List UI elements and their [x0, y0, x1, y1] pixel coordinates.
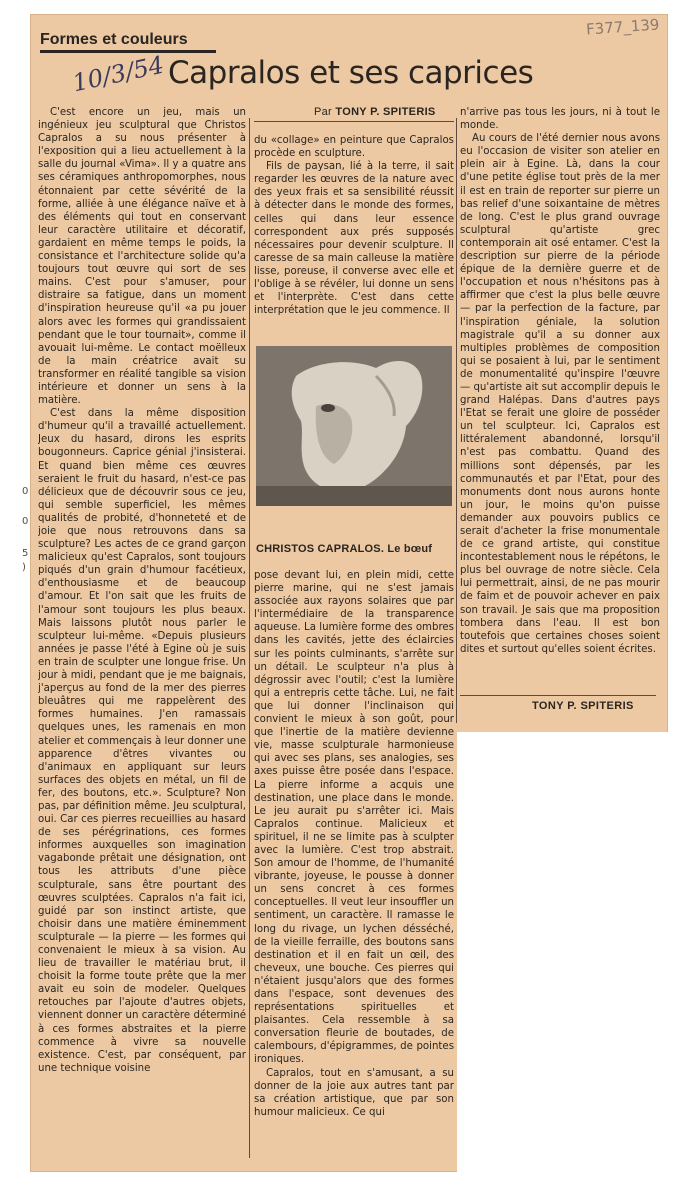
- margin-mark: 0: [22, 516, 29, 527]
- article-column-1: [38, 106, 246, 1162]
- paragraph: C'est encore un jeu, mais un ingénieux jeu sculptural que Christos Capralos a su nous présenter à l'exposition qui a lieu actuellement à la salle du journal «Vima». Il y a quatre ans ses céramiques anthropomorphes, nous étonnaient par cette sévérité de la forme, alliée à une élégance naïve et à des éléments qui tout en conservant leur caractère utilitaire et décoratif, gardaient en même temps le poids, la consistance et l'architecture solide qu'a toujours tout œuvre qui sort de ses mains. C'est pour s'amuser, pour distraire sa fatigue, dans un moment d'inspiration heureuse qu'il «a pu jouer alors avec les formes qui grandissaient pendant que le tour tournait», comme il avouait lui-même. Le contact moëlleux de la main créatrice avait su transformer en réalité tangible sa vision intérieure et donner un sens à la matière.: [38, 107, 246, 407]
- paragraph: du «collage» en peinture que Capralos procède en sculpture.: [254, 135, 454, 160]
- byline-prefix: Par: [314, 106, 333, 118]
- handwritten-date: 10/3/54: [70, 50, 167, 98]
- sculpture-photo: [256, 346, 452, 506]
- margin-mark: 5: [22, 548, 29, 559]
- byline: [314, 106, 436, 118]
- column-divider: [249, 118, 250, 1158]
- article-title: Capralos et ses caprices: [168, 55, 534, 91]
- article-column-3: [460, 106, 660, 696]
- signature-rule: [460, 695, 656, 696]
- archive-reference: F377_139: [585, 15, 660, 39]
- paragraph: Capralos, tout en s'amusant, a su donner de la joie aux autres tant par sa création artistique, que par son humour malicieux. Ce qui: [254, 1067, 454, 1118]
- byline-rule: [254, 121, 454, 122]
- paragraph: Fils de paysan, lié à la terre, il sait regarder les œuvres de la nature avec des yeux frais et sa sensibilité réussit à détecter dans le monde des formes, celles qui dans leur essence correspondent aux prés supposés nécessaires pour devenir sculpture. Il caresse de sa main calleuse la matière lisse, poreuse, il converse avec elle et l'oblige à se révéler, lui donne un sens et l'interprète. C'est dans cette interprétation que le jeu commence. Il: [254, 161, 454, 317]
- author-signature: TONY P. SPITERIS: [532, 700, 634, 712]
- byline-author: TONY P. SPITERIS: [335, 106, 436, 118]
- paragraph: pose devant lui, en plein midi, cette pierre marine, qui ne s'est jamais associée aux rayons solaires que par l'intermédiaire de la transparence aqueuse. La lumière forme des ombres dans les cavités, jette des éclaircies sur les points culminants, s'arrête sur un détail. Le sculpteur n'a plus à dégrossir avec l'outil; c'est la lumière qui a entrepris cette tâche. Lui, ne fait que lui donner l'inclinaison qui convient le mieux à son goût, pour que l'inertie de la matière devienne vie, masse sculpturale harmonieuse qui avec ses plans, ses analogies, ses axes puisse être posée dans l'espace. La pierre informe a acquis une destination, une place dans le monde. Le jeu aurait pu s'arrêter ici. Mais Capralos continue. Malicieux et spirituel, il ne se limite pas à sculpter avec la lumière. C'est trop abstrait. Son amour de l'homme, de l'humanité vibrante, joyeuse, le pousse à donner un sens concret à ces formes conceptuelles. Il veut leur insouffler un sentiment, un caractère. Il ramasse le long du rivage, un lychen désséché, de la vieille ferraille, des boutons sans destination et il en fait un œil, des cheveux, une bouche. Ces pierres qui n'étaient jusqu'alors que des formes dans l'espace, sont devenues des représentations spirituelles et plaisantes. Cela ressemble à sa conversation fleurie de boutades, de calembours, d'épigrammes, de pointes ironiques.: [254, 570, 454, 1066]
- clipping-cut-corner: [457, 732, 690, 1202]
- section-rubric: Formes et couleurs: [40, 30, 216, 53]
- paragraph: n'arrive pas tous les jours, ni à tout le monde.: [460, 107, 660, 132]
- margin-mark: ): [22, 562, 26, 573]
- article-column-2-top: [254, 134, 454, 332]
- photo-caption: CHRISTOS CAPRALOS. Le bœuf: [256, 543, 433, 555]
- column-divider: [456, 118, 457, 723]
- paragraph: Au cours de l'été dernier nous avons eu l'occasion de visiter son atelier en plein air à Egine. Là, dans la cour d'une petite église tout près de la mer il est en train de reporter sur pierre un bas relief d'une soixantaine de mètres de long. C'est le plus grand ouvrage sculptural qu'artiste grec contemporain ait osé entamer. C'est la description sur pierre de la période épique de la dernière guerre et de l'occupation et nous n'hésitons pas à affirmer que c'est la plus belle œuvre — par la perfection de la facture, par l'inspiration géniale, la solution magistrale qu'il a su donner aux multiples problèmes de composition qui se posaient à lui, par le sentiment de monumentalité qu'inspire l'œuvre — qu'artiste ait sut accomplir depuis le grand Halépas. Dans d'autres pays l'Etat se ferait une gloire de posséder un tel sculpteur. Ici, Capralos est littéralement abandonné, lorsqu'il n'est pas combattu. Quand des millions sont dépensés, par les communautés et par l'Etat, pour des monuments dont nous aurons honte un jour, le moins qu'on puisse demander aux pouvoirs publics ce serait d'acheter la frise monumentale de ce grand artiste, qui constitue incontestablement nous le répétons, le plus bel ouvrage de notre siècle. Cela lui permettrait, ainsi, de ne pas mourir de faim et de pouvoir achever en paix son travail. Je sais que ma proposition tombera dans l'eau. Il est bon toutefois que certaines choses soient dites et surtout qu'elles soient écrites.: [460, 133, 660, 655]
- paragraph: C'est dans la même disposition d'humeur qu'il a travaillé actuellement. Jeux du hasard, dirons les esprits bougonneurs. Caprice génial j'insisterai. Et quand bien même ces œuvres seraient le fruit du hasard, n'est-ce pas délicieux que de découvrir sous ce jeu, qui semble superficiel, les mêmes qualités de probité, d'honneteté et de joie que nous retrouvons dans sa sculpture? Les actes de ce grand garçon malicieux qu'est Capralos, sont toujours piqués d'un grain d'humour facétieux, d'enthousiasme et de beaucoup d'amour. Et l'on sait que les fruits de l'amour sont toujours les plus beaux. Mais laissons plutôt nous parler le sculpteur lui-même. «Depuis plusieurs années je passe l'été à Egine où je suis en train de sculpter une longue frise. Un jour à midi, pendant que je me baignais, j'aperçus au fond de la mer des pierres bleuâtres qui me rappelèrent des formes humaines. J'en ramassais quelques unes, les ramenais en mon atelier et commençais à leur donner une apparence d'êtres vivantes ou d'animaux en appliquant sur leurs surfaces des objets en métal, un fil de fer, des boutons, etc.». Sculpture? Non pas, par définition même. Jeu sculptural, oui. Car ces pierres recueillies au hasard de ses pérégrinations, ces formes informes auxquelles son imagination vagabonde prêtait une désignation, ont tous les attributs d'une pièce sculpturale, sans être pourtant des œuvres sculptées. Capralos n'a fait ici, guidé par son instinct artiste, que choisir dans une matière éminemment sculpturale — la pierre — les formes qui convenaient le mieux à sa vision. Au lieu de travailler le matériau brut, il choisit la forme toute prête que la mer avait eu soin de modeler. Quelques retouches par l'ajoute d'autres objets, viennent donner un caractère déterminé à ces formes abstraites et la pierre commence à vivre sa nouvelle existence. C'est, par conséquent, par une technique voisine: [38, 408, 246, 1074]
- article-column-2-bottom: [254, 569, 454, 1159]
- sculpture-icon: [256, 346, 452, 506]
- margin-mark: 0: [22, 486, 29, 497]
